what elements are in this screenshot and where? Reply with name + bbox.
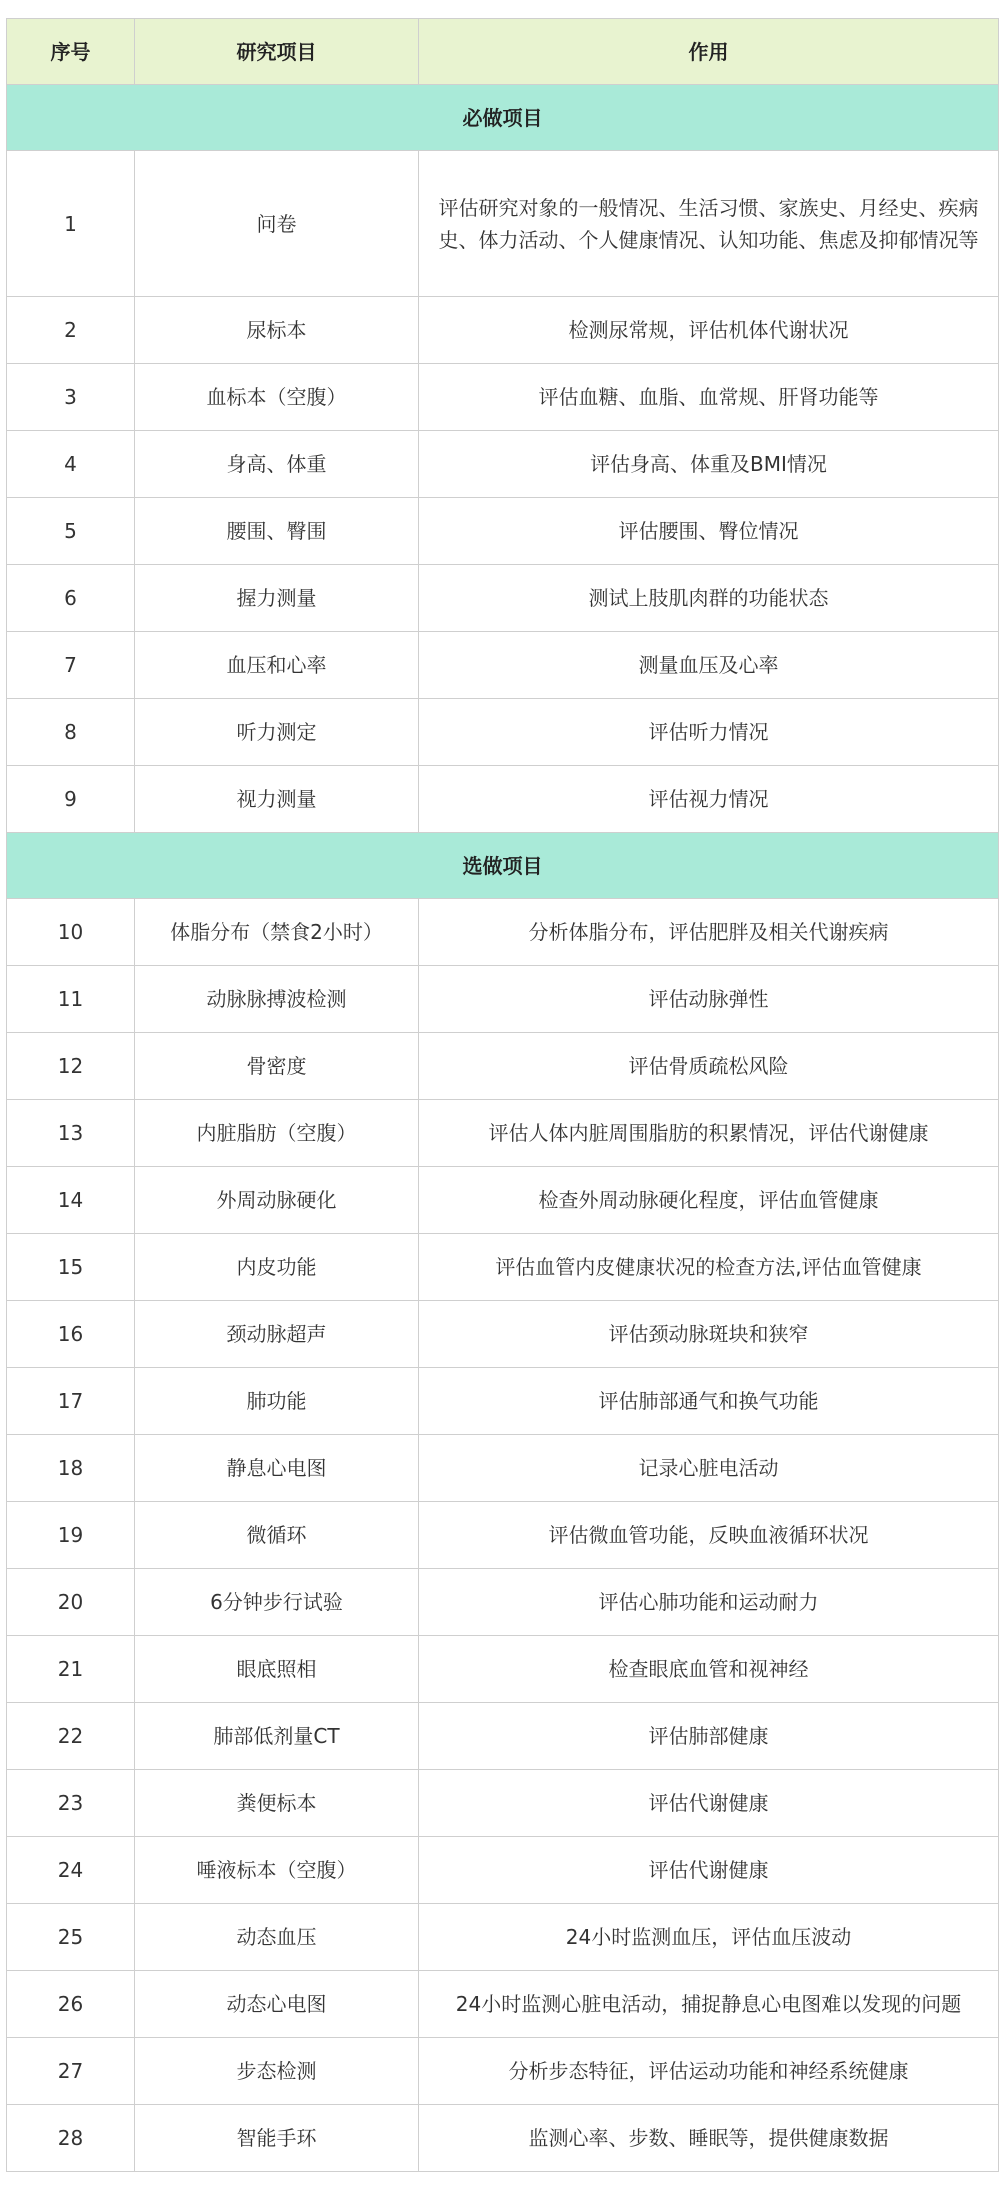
cell-item: 动态血压 xyxy=(135,1904,419,1971)
cell-item: 粪便标本 xyxy=(135,1770,419,1837)
cell-index: 26 xyxy=(7,1971,135,2038)
section-title: 选做项目 xyxy=(7,833,999,899)
cell-index: 4 xyxy=(7,431,135,498)
cell-purpose: 评估听力情况 xyxy=(419,699,999,766)
cell-index: 28 xyxy=(7,2105,135,2172)
cell-purpose: 评估代谢健康 xyxy=(419,1837,999,1904)
cell-index: 16 xyxy=(7,1301,135,1368)
table-body xyxy=(7,85,999,2172)
cell-purpose: 评估研究对象的一般情况、生活习惯、家族史、月经史、疾病史、体力活动、个人健康情况、认知功能、焦虑及抑郁情况等 xyxy=(419,151,999,297)
cell-item: 腰围、臀围 xyxy=(135,498,419,565)
cell-item: 血压和心率 xyxy=(135,632,419,699)
cell-index: 17 xyxy=(7,1368,135,1435)
cell-item: 听力测定 xyxy=(135,699,419,766)
cell-index: 18 xyxy=(7,1435,135,1502)
cell-purpose: 评估骨质疏松风险 xyxy=(419,1033,999,1100)
table-row xyxy=(7,1636,999,1703)
cell-purpose: 记录心脏电活动 xyxy=(419,1435,999,1502)
table-row xyxy=(7,766,999,833)
table-row xyxy=(7,1033,999,1100)
table-row xyxy=(7,297,999,364)
table-row xyxy=(7,151,999,297)
cell-purpose: 评估心肺功能和运动耐力 xyxy=(419,1569,999,1636)
cell-purpose: 检查眼底血管和视神经 xyxy=(419,1636,999,1703)
table-row xyxy=(7,2038,999,2105)
cell-purpose: 评估血管内皮健康状况的检查方法,评估血管健康 xyxy=(419,1234,999,1301)
cell-item: 微循环 xyxy=(135,1502,419,1569)
table-row xyxy=(7,899,999,966)
cell-index: 20 xyxy=(7,1569,135,1636)
cell-item: 肺功能 xyxy=(135,1368,419,1435)
cell-purpose: 检测尿常规，评估机体代谢状况 xyxy=(419,297,999,364)
cell-item: 外周动脉硬化 xyxy=(135,1167,419,1234)
cell-item: 静息心电图 xyxy=(135,1435,419,1502)
cell-purpose: 评估代谢健康 xyxy=(419,1770,999,1837)
cell-item: 内皮功能 xyxy=(135,1234,419,1301)
table-row xyxy=(7,498,999,565)
cell-purpose: 评估肺部健康 xyxy=(419,1703,999,1770)
cell-item: 体脂分布（禁食2小时） xyxy=(135,899,419,966)
cell-index: 13 xyxy=(7,1100,135,1167)
table-row xyxy=(7,1502,999,1569)
table-row xyxy=(7,565,999,632)
cell-purpose: 评估血糖、血脂、血常规、肝肾功能等 xyxy=(419,364,999,431)
cell-index: 19 xyxy=(7,1502,135,1569)
table-row xyxy=(7,1569,999,1636)
cell-item: 尿标本 xyxy=(135,297,419,364)
cell-index: 5 xyxy=(7,498,135,565)
cell-purpose: 分析步态特征，评估运动功能和神经系统健康 xyxy=(419,2038,999,2105)
cell-index: 11 xyxy=(7,966,135,1033)
header-item: 研究项目 xyxy=(135,19,419,85)
cell-purpose: 评估动脉弹性 xyxy=(419,966,999,1033)
table-row xyxy=(7,1770,999,1837)
cell-purpose: 测试上肢肌肉群的功能状态 xyxy=(419,565,999,632)
header-index: 序号 xyxy=(7,19,135,85)
cell-item: 颈动脉超声 xyxy=(135,1301,419,1368)
cell-index: 12 xyxy=(7,1033,135,1100)
cell-item: 智能手环 xyxy=(135,2105,419,2172)
cell-item: 眼底照相 xyxy=(135,1636,419,1703)
cell-item: 唾液标本（空腹） xyxy=(135,1837,419,1904)
table-row xyxy=(7,699,999,766)
cell-index: 9 xyxy=(7,766,135,833)
cell-purpose: 评估肺部通气和换气功能 xyxy=(419,1368,999,1435)
research-items-table-container xyxy=(6,18,999,2172)
table-row xyxy=(7,1435,999,1502)
cell-index: 14 xyxy=(7,1167,135,1234)
section-row xyxy=(7,85,999,151)
section-title: 必做项目 xyxy=(7,85,999,151)
table-row xyxy=(7,1368,999,1435)
table-row xyxy=(7,1837,999,1904)
cell-item: 血标本（空腹） xyxy=(135,364,419,431)
cell-item: 肺部低剂量CT xyxy=(135,1703,419,1770)
table-row xyxy=(7,1234,999,1301)
cell-index: 8 xyxy=(7,699,135,766)
cell-item: 步态检测 xyxy=(135,2038,419,2105)
cell-purpose: 评估视力情况 xyxy=(419,766,999,833)
table-row xyxy=(7,1301,999,1368)
cell-index: 15 xyxy=(7,1234,135,1301)
cell-index: 27 xyxy=(7,2038,135,2105)
cell-purpose: 检查外周动脉硬化程度，评估血管健康 xyxy=(419,1167,999,1234)
cell-purpose: 评估微血管功能，反映血液循环状况 xyxy=(419,1502,999,1569)
cell-index: 22 xyxy=(7,1703,135,1770)
cell-index: 1 xyxy=(7,151,135,297)
table-row xyxy=(7,431,999,498)
cell-index: 3 xyxy=(7,364,135,431)
cell-purpose: 测量血压及心率 xyxy=(419,632,999,699)
table-row xyxy=(7,2105,999,2172)
table-row xyxy=(7,1971,999,2038)
cell-purpose: 评估腰围、臀位情况 xyxy=(419,498,999,565)
cell-index: 24 xyxy=(7,1837,135,1904)
table-row xyxy=(7,966,999,1033)
cell-purpose: 评估颈动脉斑块和狭窄 xyxy=(419,1301,999,1368)
cell-purpose: 监测心率、步数、睡眠等，提供健康数据 xyxy=(419,2105,999,2172)
cell-index: 23 xyxy=(7,1770,135,1837)
cell-item: 握力测量 xyxy=(135,565,419,632)
table-row xyxy=(7,632,999,699)
cell-purpose: 24小时监测血压，评估血压波动 xyxy=(419,1904,999,1971)
cell-item: 身高、体重 xyxy=(135,431,419,498)
cell-item: 动态心电图 xyxy=(135,1971,419,2038)
header-purpose: 作用 xyxy=(419,19,999,85)
cell-purpose: 评估人体内脏周围脂肪的积累情况，评估代谢健康 xyxy=(419,1100,999,1167)
cell-purpose: 评估身高、体重及BMI情况 xyxy=(419,431,999,498)
cell-index: 6 xyxy=(7,565,135,632)
section-row xyxy=(7,833,999,899)
table-row xyxy=(7,1703,999,1770)
cell-item: 骨密度 xyxy=(135,1033,419,1100)
table-row xyxy=(7,364,999,431)
cell-item: 动脉脉搏波检测 xyxy=(135,966,419,1033)
cell-item: 问卷 xyxy=(135,151,419,297)
cell-index: 25 xyxy=(7,1904,135,1971)
cell-purpose: 24小时监测心脏电活动，捕捉静息心电图难以发现的问题 xyxy=(419,1971,999,2038)
table-row xyxy=(7,1904,999,1971)
cell-index: 7 xyxy=(7,632,135,699)
cell-item: 视力测量 xyxy=(135,766,419,833)
cell-index: 21 xyxy=(7,1636,135,1703)
cell-purpose: 分析体脂分布，评估肥胖及相关代谢疾病 xyxy=(419,899,999,966)
cell-index: 10 xyxy=(7,899,135,966)
cell-item: 6分钟步行试验 xyxy=(135,1569,419,1636)
cell-index: 2 xyxy=(7,297,135,364)
table-row xyxy=(7,1167,999,1234)
table-header-row xyxy=(7,19,999,85)
research-items-table xyxy=(6,18,999,2172)
table-row xyxy=(7,1100,999,1167)
cell-item: 内脏脂肪（空腹） xyxy=(135,1100,419,1167)
